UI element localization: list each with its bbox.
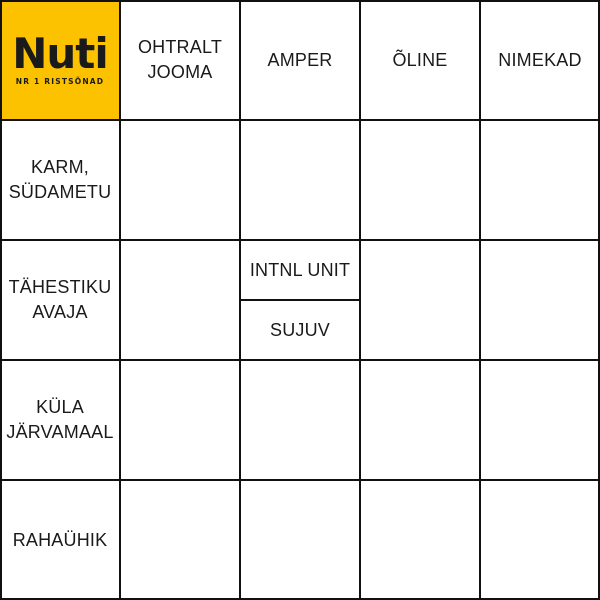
grid-line-v4 [479,0,481,600]
answer-cell-r2c5[interactable] [480,120,600,240]
grid-line-h3 [0,359,600,361]
grid-line-h4 [0,479,600,481]
grid-line-v0 [0,0,2,600]
grid-line-v1 [119,0,121,600]
answer-cell-r4c2[interactable] [120,360,240,480]
answer-cell-r2c4[interactable] [360,120,480,240]
logo-word: Nuti [12,28,108,78]
answer-cell-r2c3[interactable] [240,120,360,240]
grid-line-h-split [240,299,360,301]
answer-cell-r3c4[interactable] [360,240,480,360]
answer-cell-r2c2[interactable] [120,120,240,240]
answer-cell-r4c4[interactable] [360,360,480,480]
grid-line-h1 [0,119,600,121]
clue-cell-top-1[interactable]: OHTRALT JOOMA [120,0,240,120]
grid-line-h2 [0,239,600,241]
grid-line-v3 [359,0,361,600]
clue-cell-top-2[interactable]: AMPER [240,0,360,120]
clue-cell-top-4[interactable]: NIMEKAD [480,0,600,120]
answer-cell-r4c3[interactable] [240,360,360,480]
answer-cell-r5c5[interactable] [480,480,600,600]
answer-cell-r3c5[interactable] [480,240,600,360]
answer-cell-r3c2[interactable] [120,240,240,360]
grid-line-h0 [0,0,600,2]
clue-cell-split-upper[interactable]: INTNL UNIT [240,240,360,300]
clue-cell-left-4[interactable]: RAHAÜHIK [0,480,120,600]
answer-cell-r5c2[interactable] [120,480,240,600]
answer-cell-r5c3[interactable] [240,480,360,600]
answer-cell-r4c5[interactable] [480,360,600,480]
clue-cell-left-2[interactable]: TÄHESTIKU AVAJA [0,240,120,360]
grid-line-v2 [239,0,241,600]
logo-tagline: NR 1 RISTSÕNAD [15,76,105,86]
clue-cell-left-1[interactable]: KARM, SÜDAMETU [0,120,120,240]
clue-cell-top-3[interactable]: ÕLINE [360,0,480,120]
clue-cell-split-lower[interactable]: SUJUV [240,300,360,360]
clue-cell-left-3[interactable]: KÜLA JÄRVAMAAL [0,360,120,480]
nuti-logo [0,0,120,120]
answer-cell-r5c4[interactable] [360,480,480,600]
